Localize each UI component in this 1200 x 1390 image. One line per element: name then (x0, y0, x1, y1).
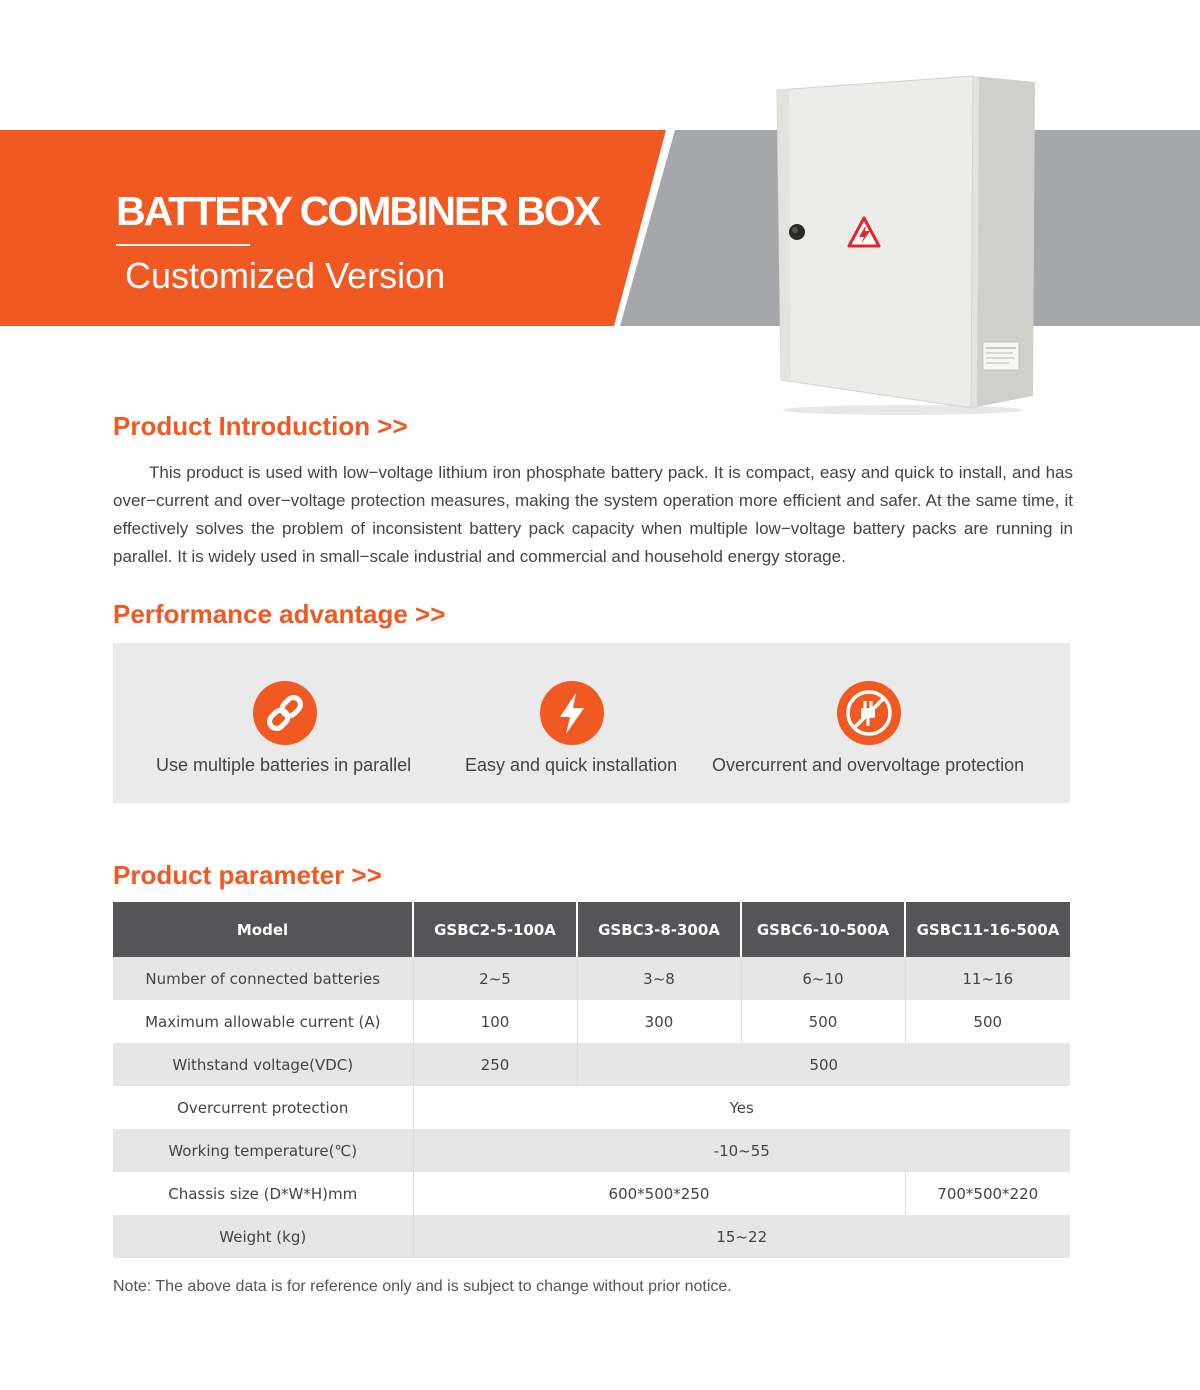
table-cell: 2~5 (413, 957, 577, 1000)
header-gsbc6: GSBC6-10-500A (741, 902, 905, 957)
advantage-label-installation: Easy and quick installation (465, 755, 678, 775)
table-cell: 3~8 (577, 957, 741, 1000)
table-cell: Yes (413, 1086, 1070, 1129)
row-label: Working temperature(℃) (113, 1129, 413, 1172)
table-cell: 500 (905, 1000, 1070, 1043)
lightning-bolt-icon (540, 681, 604, 745)
disclaimer-note: Note: The above data is for reference only and is subject to change without prior notice. (113, 1278, 732, 1295)
table-header-row (113, 902, 1070, 957)
intro-paragraph: This product is used with low−voltage lithium iron phosphate battery pack. It is compact, easy and quick to install, and has over−current and over−voltage protection measures, making the system operation more efficient and safer. At the same time, it effectively solves the problem of inconsistent battery pack capacity when multiple low−voltage battery packs are running in parallel. It is widely used in small−scale industrial and commercial and household energy storage. (113, 463, 1073, 566)
no-overload-plug-icon (837, 681, 901, 745)
row-label: Weight (kg) (113, 1215, 413, 1258)
performance-panel (113, 643, 1070, 803)
combiner-box-image (773, 74, 1041, 419)
header-gsbc3: GSBC3-8-300A (577, 902, 741, 957)
row-label: Withstand voltage(VDC) (113, 1043, 413, 1086)
table-cell: 500 (577, 1043, 1070, 1086)
header-gsbc11: GSBC11-16-500A (905, 902, 1070, 957)
row-label: Overcurrent protection (113, 1086, 413, 1129)
table-cell: 100 (413, 1000, 577, 1043)
table-cell: 300 (577, 1000, 741, 1043)
performance-heading: Performance advantage >> (113, 599, 446, 629)
parameter-heading: Product parameter >> (113, 860, 382, 890)
table-cell: 6~10 (741, 957, 905, 1000)
table-cell: 15~22 (413, 1215, 1070, 1258)
page-title: BATTERY COMBINER BOX (116, 188, 600, 234)
cabinet-label (983, 342, 1019, 370)
table-row (113, 1086, 1070, 1129)
chain-link-icon (253, 681, 317, 745)
table-cell: 250 (413, 1043, 577, 1086)
table-cell: -10~55 (413, 1129, 1070, 1172)
title-underline (116, 244, 250, 246)
table-cell: 700*500*220 (905, 1172, 1070, 1215)
row-label: Chassis size (D*W*H)mm (113, 1172, 413, 1215)
header-model: Model (113, 902, 413, 957)
advantage-label-parallel: Use multiple batteries in parallel (156, 755, 412, 775)
row-label: Number of connected batteries (113, 957, 413, 1000)
table-row (113, 1043, 1070, 1086)
advantage-label-protection: Overcurrent and overvoltage protection (712, 755, 1025, 775)
table-row (113, 1215, 1070, 1258)
intro-heading: Product Introduction >> (113, 411, 408, 441)
table-row (113, 957, 1070, 1000)
row-label: Maximum allowable current (A) (113, 1000, 413, 1043)
table-cell: 500 (741, 1000, 905, 1043)
table-row (113, 1129, 1070, 1172)
table-row (113, 1172, 1070, 1215)
page-subtitle: Customized Version (125, 255, 446, 296)
parameter-table (113, 902, 1070, 1258)
table-row (113, 1000, 1070, 1043)
table-cell: 11~16 (905, 957, 1070, 1000)
table-cell: 600*500*250 (413, 1172, 905, 1215)
header-gsbc2: GSBC2-5-100A (413, 902, 577, 957)
